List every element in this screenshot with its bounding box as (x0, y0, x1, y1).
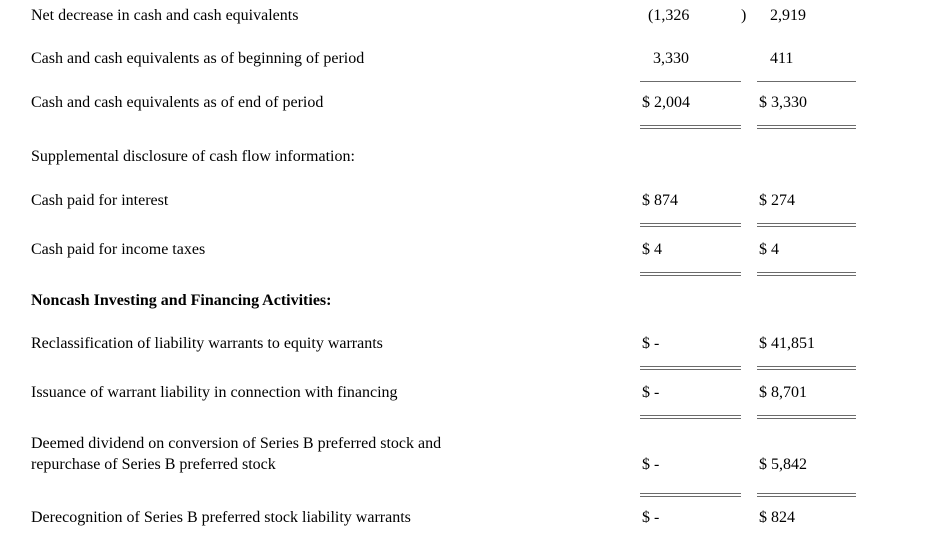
row-label-line: Net decrease in cash and cash equivalents (31, 7, 299, 24)
table-row (31, 333, 856, 370)
value-cell-col2: $ 41,851 (757, 333, 856, 370)
value-cell-col2: 411 (757, 48, 856, 82)
value-cell-col1: $ 2,004 (640, 92, 741, 129)
table-row (31, 92, 856, 129)
row-label (31, 5, 640, 26)
table-row (31, 48, 856, 82)
table-row (31, 239, 856, 276)
row-label-line: Cash and cash equivalents as of end of period (31, 94, 324, 111)
value-cell-col1: $ 874 (640, 190, 741, 227)
value-cell-col2: 2,919 (770, 7, 806, 24)
value-cell-col1: $ - (640, 333, 741, 370)
value-cell-col1: $ - (640, 382, 741, 419)
paren-close: ) (741, 7, 747, 24)
row-label-line: repurchase of Series B preferred stock (31, 456, 276, 473)
value-cell-col1: $ - (642, 509, 660, 526)
value-cell-col2: $ 824 (759, 509, 795, 526)
table-row (31, 146, 856, 167)
table-row (31, 190, 856, 227)
value-cell-col1: 3,330 (640, 48, 741, 82)
value-cell-col2: $ 3,330 (757, 92, 856, 129)
row-label (31, 48, 640, 69)
row-label-line: Derecognition of Series B preferred stock liability warrants (31, 509, 411, 526)
row-label (31, 92, 640, 113)
value-cell-col2: $ 4 (757, 239, 856, 276)
value-cell-col2: $ 8,701 (757, 382, 856, 419)
row-label-line: Deemed dividend on conversion of Series B preferred stock and (31, 435, 442, 452)
table-row (31, 290, 856, 311)
row-label (31, 507, 640, 528)
value-cell-col1: $ - (640, 433, 741, 497)
value-cell-col1: (1,326 (648, 7, 690, 24)
row-label-line: Cash and cash equivalents as of beginning of period (31, 50, 365, 67)
table-row (31, 5, 856, 26)
row-label-line: Noncash Investing and Financing Activities: (31, 292, 332, 309)
table-row (31, 433, 856, 497)
row-label (31, 239, 640, 260)
row-label (31, 146, 640, 167)
row-label-line: Cash paid for interest (31, 192, 169, 209)
row-label (31, 290, 640, 311)
row-label-line: Cash paid for income taxes (31, 241, 206, 258)
row-label (31, 382, 640, 403)
value-cell-col1: $ 4 (640, 239, 741, 276)
row-label-line: Issuance of warrant liability in connection with financing (31, 384, 398, 401)
row-label (31, 433, 640, 475)
value-cell-col2: $ 5,842 (757, 433, 856, 497)
financial-table (31, 5, 856, 528)
row-label-line: Reclassification of liability warrants to equity warrants (31, 335, 383, 352)
row-label-line: Supplemental disclosure of cash flow information: (31, 148, 355, 165)
row-label (31, 333, 640, 354)
value-cell-col2: $ 274 (757, 190, 856, 227)
table-row (31, 382, 856, 419)
table-row (31, 507, 856, 528)
row-label (31, 190, 640, 211)
